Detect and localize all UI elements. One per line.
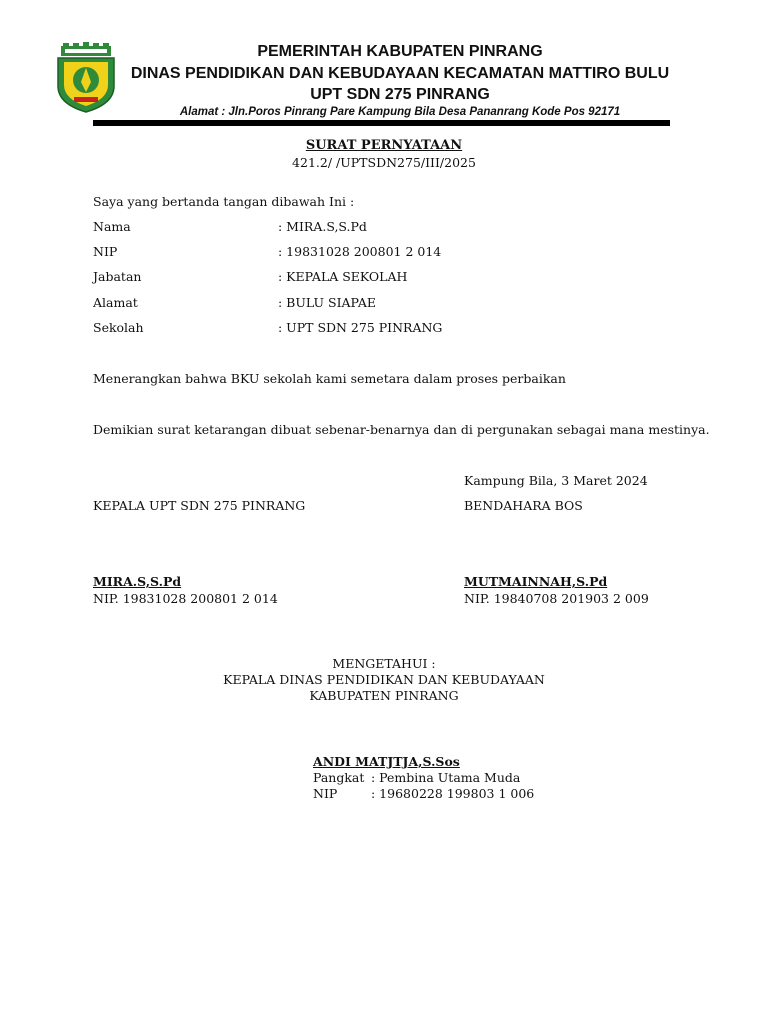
letter-title: SURAT PERNYATAAN xyxy=(305,138,463,153)
approver-nip-value: : 19680228 199803 1 006 xyxy=(371,786,535,801)
field-label-nip: NIP xyxy=(93,244,118,259)
field-value-sekolah: : UPT SDN 275 PINRANG xyxy=(278,320,443,335)
header-department: DINAS PENDIDIKAN DAN KEBUDAYAAN KECAMATAN MATTIRO BULU xyxy=(130,65,670,82)
signer-right-role: BENDAHARA BOS xyxy=(464,498,583,513)
header-divider xyxy=(93,120,670,126)
header-school: UPT SDN 275 PINRANG xyxy=(310,86,490,103)
header-address: Alamat : Jln.Poros Pinrang Pare Kampung Bila Desa Pananrang Kode Pos 92171 xyxy=(179,106,621,118)
signer-right-name: MUTMAINNAH,S.Pd xyxy=(464,574,608,589)
approver-nip-label: NIP xyxy=(313,786,338,801)
field-label-sekolah: Sekolah xyxy=(93,320,144,335)
field-label-jabatan: Jabatan xyxy=(93,269,142,284)
approver-rank-value: : Pembina Utama Muda xyxy=(371,770,521,785)
approval-heading: MENGETAHUI : xyxy=(332,656,436,671)
signer-left-name: MIRA.S,S.Pd xyxy=(93,574,182,589)
approver-rank-label: Pangkat xyxy=(313,770,365,785)
field-value-jabatan: : KEPALA SEKOLAH xyxy=(278,269,408,284)
field-label-alamat: Alamat xyxy=(93,295,138,310)
letter-number: 421.2/ /UPTSDN275/III/2025 xyxy=(292,155,476,170)
approval-region: KABUPATEN PINRANG xyxy=(309,688,459,703)
field-value-nip: : 19831028 200801 2 014 xyxy=(278,244,442,259)
approval-office: KEPALA DINAS PENDIDIKAN DAN KEBUDAYAAN xyxy=(223,672,545,687)
signer-left-nip: NIP. 19831028 200801 2 014 xyxy=(93,591,278,606)
approver-name: ANDI MATJTJA,S.Sos xyxy=(313,754,460,769)
place-date: Kampung Bila, 3 Maret 2024 xyxy=(464,473,648,488)
header-government: PEMERINTAH KABUPATEN PINRANG xyxy=(257,43,543,60)
field-label-nama: Nama xyxy=(93,219,131,234)
field-value-alamat: : BULU SIAPAE xyxy=(278,295,376,310)
letter-closing: Demikian surat ketarangan dibuat sebenar-benarnya dan di pergunakan sebagai mana mestinya. xyxy=(93,422,710,437)
letter-intro: Saya yang bertanda tangan dibawah Ini : xyxy=(93,194,355,209)
letter-statement: Menerangkan bahwa BKU sekolah kami semetara dalam proses perbaikan xyxy=(93,371,566,386)
signer-left-role: KEPALA UPT SDN 275 PINRANG xyxy=(93,498,306,513)
signer-right-nip: NIP. 19840708 201903 2 009 xyxy=(464,591,649,606)
field-value-nama: : MIRA.S,S.Pd xyxy=(278,219,367,234)
